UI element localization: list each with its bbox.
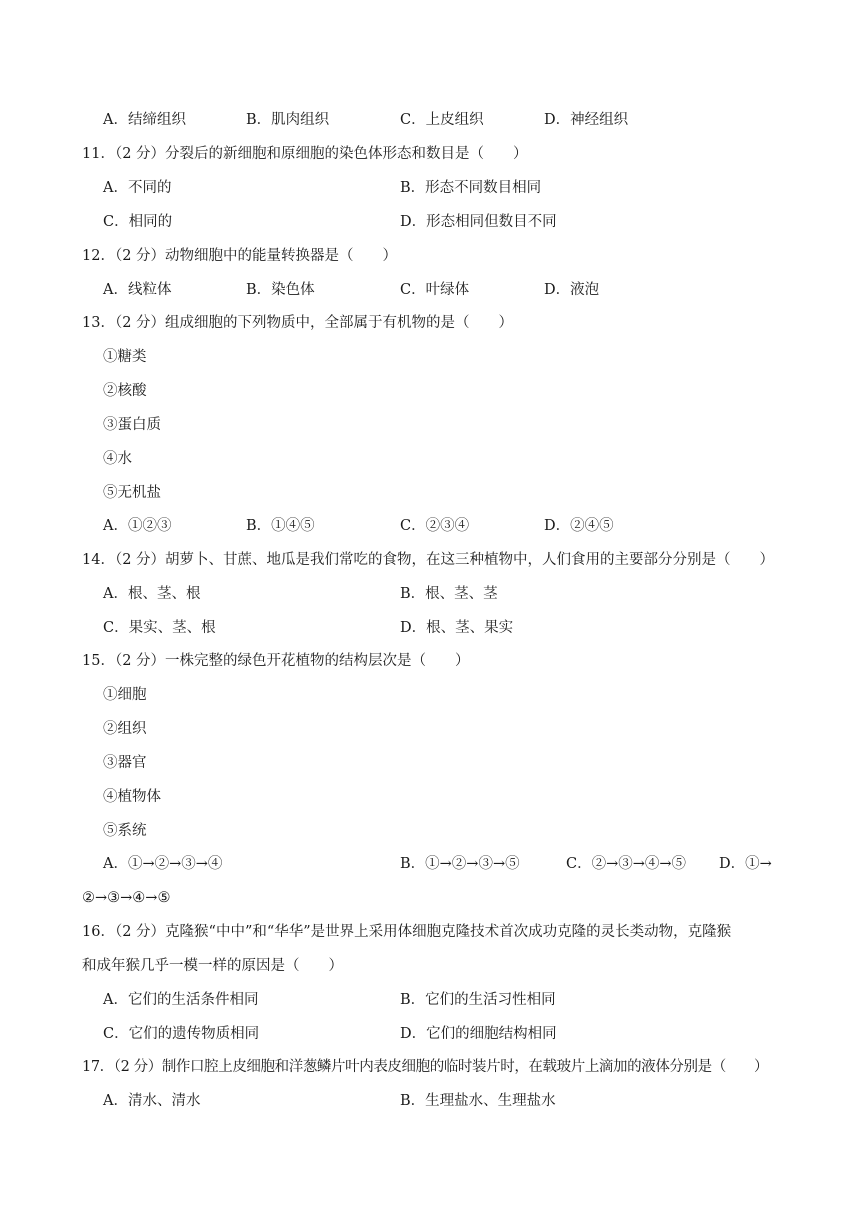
q16-stem-continued: 和成年猴几乎一模一样的原因是（ ） [82,958,343,974]
q15-option-c[interactable]: C．②→③→④→⑤ [566,856,687,872]
q14-stem: 14．（2 分）胡萝卜、甘蔗、地瓜是我们常吃的食物，在这三种植物中，人们食用的主要部分分别是（ ） [82,552,775,568]
q11-option-c[interactable]: C．相同的 [103,214,173,230]
q12-stem: 12．（2 分）动物细胞中的能量转换器是（ ） [82,248,398,264]
q13-option-d[interactable]: D．②④⑤ [544,518,614,534]
q11-option-a[interactable]: A．不同的 [103,180,172,196]
q15-item: ③器官 [103,755,147,771]
q13-stem: 13．（2 分）组成细胞的下列物质中，全部属于有机物的是（ ） [82,315,514,331]
q16-option-c[interactable]: C．它们的遗传物质相同 [103,1026,260,1042]
q15-item: ②组织 [103,721,147,737]
q13-item: ④水 [103,451,132,467]
q11-option-b[interactable]: B．形态不同数目相同 [400,180,542,196]
q13-option-b[interactable]: B．①④⑤ [246,518,315,534]
q11-option-d[interactable]: D．形态相同但数目不同 [400,214,557,230]
q15-option-d[interactable]: D．①→ [719,856,772,872]
q13-item: ①糖类 [103,349,147,365]
q15-stem: 15．（2 分）一株完整的绿色开花植物的结构层次是（ ） [82,653,470,669]
q15-option-a[interactable]: A．①→②→③→④ [103,856,223,872]
q13-option-c[interactable]: C．②③④ [400,518,470,534]
q10-option-d[interactable]: D．神经组织 [544,112,629,128]
q15-item: ①细胞 [103,687,147,703]
q17-option-a[interactable]: A．清水、清水 [103,1093,201,1109]
q11-stem: 11．（2 分）分裂后的新细胞和原细胞的染色体形态和数目是（ ） [82,146,528,162]
q13-item: ③蛋白质 [103,417,161,433]
q12-option-b[interactable]: B．染色体 [246,282,315,298]
q16-option-b[interactable]: B．它们的生活习性相同 [400,992,556,1008]
q15-option-d-continued[interactable]: ②→③→④→⑤ [82,890,171,906]
q10-option-c[interactable]: C．上皮组织 [400,112,484,128]
q15-item: ⑤系统 [103,823,147,839]
q15-option-b[interactable]: B．①→②→③→⑤ [400,856,520,872]
q14-option-c[interactable]: C．果实、茎、根 [103,620,216,636]
q15-item: ④植物体 [103,789,161,805]
q13-item: ⑤无机盐 [103,485,161,501]
q16-stem: 16．（2 分）克隆猴“中中”和“华华”是世界上采用体细胞克隆技术首次成功克隆的灵长类动物，克隆猴 [82,924,732,940]
q12-option-d[interactable]: D．液泡 [544,282,600,298]
q12-option-a[interactable]: A．线粒体 [103,282,172,298]
q13-option-a[interactable]: A．①②③ [103,518,172,534]
q17-option-b[interactable]: B．生理盐水、生理盐水 [400,1093,556,1109]
q13-item: ②核酸 [103,383,147,399]
q14-option-b[interactable]: B．根、茎、茎 [400,586,498,602]
q16-option-a[interactable]: A．它们的生活条件相同 [103,992,259,1008]
q16-option-d[interactable]: D．它们的细胞结构相同 [400,1026,557,1042]
q14-option-a[interactable]: A．根、茎、根 [103,586,201,602]
q12-option-c[interactable]: C．叶绿体 [400,282,470,298]
q14-option-d[interactable]: D．根、茎、果实 [400,620,514,636]
q10-option-b[interactable]: B．肌肉组织 [246,112,330,128]
q17-stem: 17．（2 分）制作口腔上皮细胞和洋葱鳞片叶内表皮细胞的临时装片时，在载玻片上滴加的液体分别是（ ） [82,1059,769,1075]
q10-option-a[interactable]: A．结缔组织 [103,112,186,128]
